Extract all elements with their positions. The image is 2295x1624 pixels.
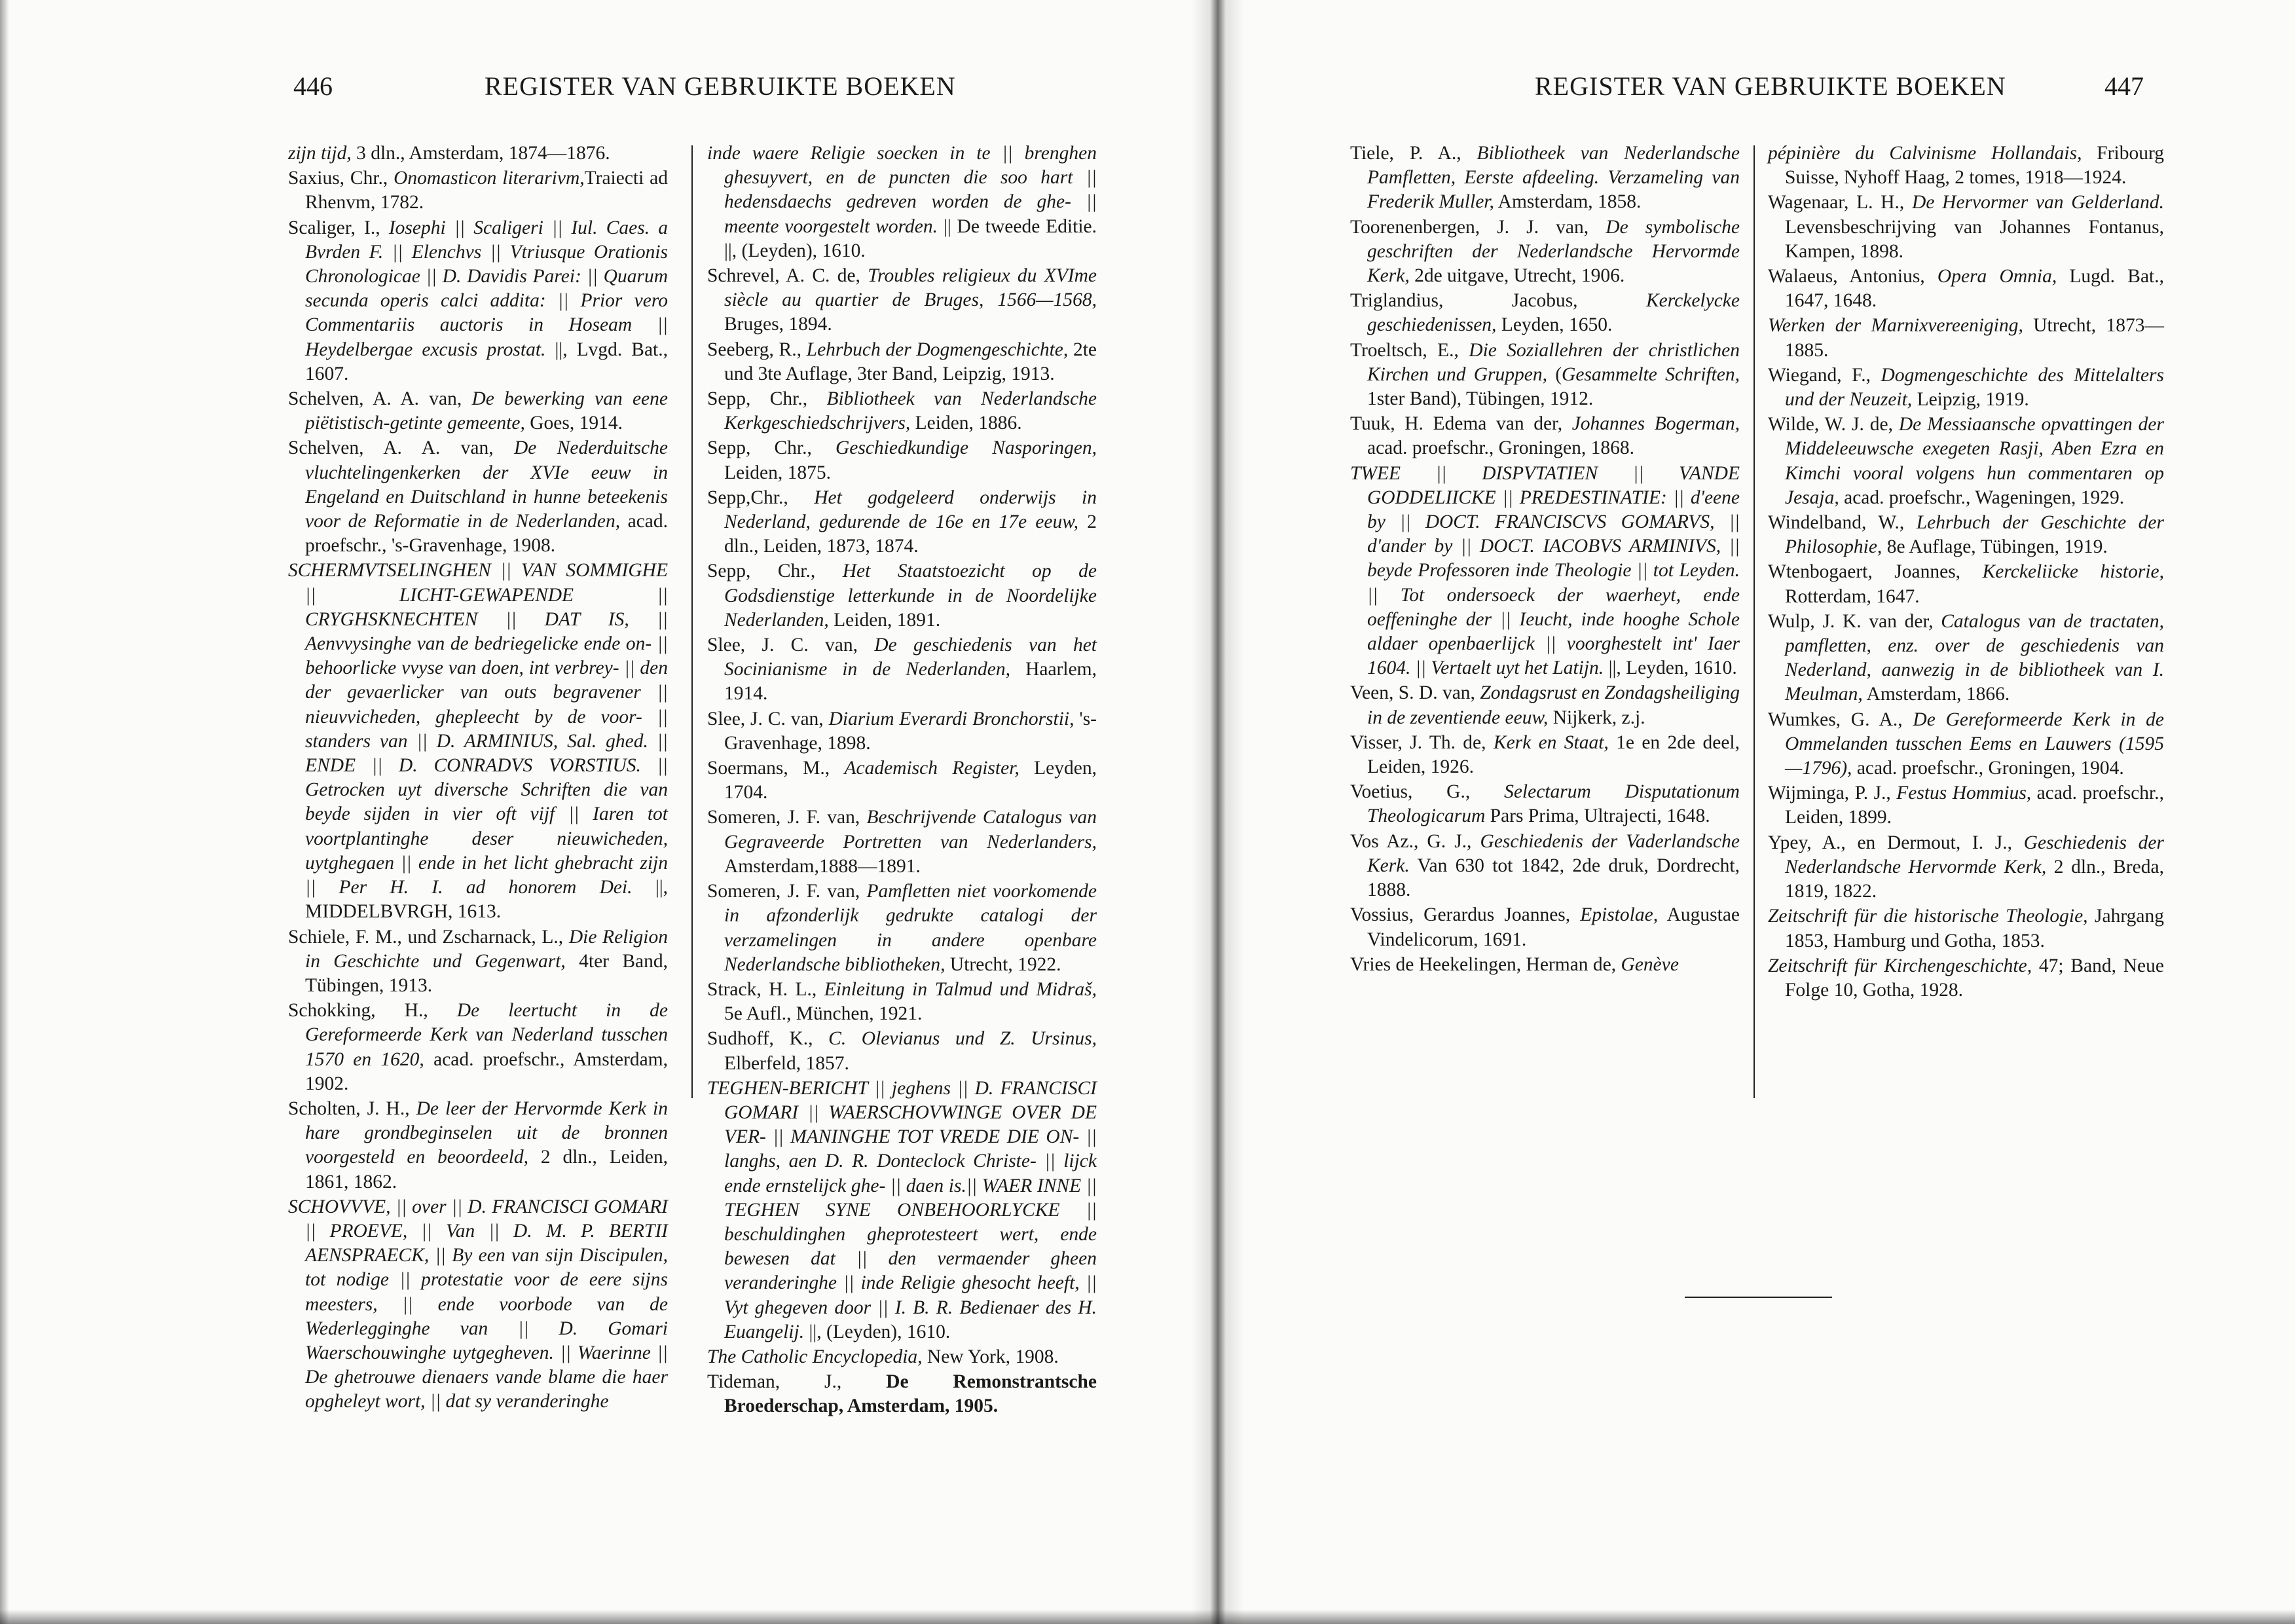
register-entry-text: Bibliotheek van Nederlandsche Pamfletten, Eerste afdeeling. Verzameling van Frederik Muller, [1367, 143, 1740, 213]
register-entry-text: De Remonstrantsche Broederschap, [724, 1371, 1097, 1417]
register-entry-text: Geschiedenis der Vaderlandsche Kerk. [1367, 830, 1740, 876]
register-entry-text: acad. proefschr., 's-Gravenhage, 1908. [305, 511, 669, 557]
register-entry-text: De Gereformeerde Kerk in de Ommelanden tusschen Eems en Lauwers (1595—1796), [1785, 709, 2164, 779]
right-page-column-1 [1350, 141, 1740, 978]
register-entry-text: Troubles religieux du XVIme siècle au quartier de Bruges, 1566—1568, [724, 265, 1097, 311]
register-entry [707, 707, 1097, 756]
register-entry [707, 436, 1097, 485]
right-page-number: 447 [2104, 71, 2144, 101]
register-entry-text: Amsterdam,1888—1891. [724, 855, 921, 877]
register-entry-text: TWEE || DISPVTATIEN || VANDE GODDELIICKE || PREDESTINATIE: || d'eene by || DOCT. FRANCISCVS GOMARVS, || d'ander by || DOCT. IACOBVS ARMINIVS, || beyde Professoren inde Theologie || tot Leyden. || Tot ondersoeck der waerheyt, ende oeffeninghe der || Ieucht, inde hooghe Schole aldaer openbaerlijck || voorghestelt int' Iaer 1604. || Vertaelt uyt het Latijn. [1350, 462, 1740, 679]
left-page-column-2 [707, 141, 1097, 1420]
register-entry-text: SCHERMVTSELINGHEN || VAN SOMMIGHE || LICHT-GEWAPENDE || CRYGHSKNECHTEN || DAT IS, || Aenvvysinghe van de bedriegelicke ende on- || behoorlicke vvyse van doen, int verbrey- || den der gevaerlicker van outs begravener || nieuvvicheden, ghepleecht by de voor- || standers van || D. ARMINIUS, Sal. ghed. || ENDE || D. CONRADVS VORSTIUS. || Getrocken uyt diversche Schriften die van beyde sijden in vier oft vijf || Iaren tot voortplantinghe deser nieuwicheden, uytghegaen || ende in het licht ghebracht zijn || Per H. I. ad honorem Dei. [288, 560, 668, 898]
register-entry-text: Onomasticon literarivm, [394, 168, 585, 189]
register-entry-text: || De tweede Editie. ||, (Leyden), 1610. [724, 215, 1097, 261]
register-entry [1768, 511, 2164, 559]
register-entry-text: Sepp, Chr., [707, 437, 835, 459]
right-page-column-2 [1768, 141, 2164, 1003]
right-running-head: REGISTER VAN GEBRUIKTE BOEKEN [1535, 71, 2006, 101]
register-entry-text: Sudhoff, K., [707, 1028, 829, 1050]
register-entry-text: Someren, J. F. van, [707, 807, 867, 828]
register-entry-text: Seeberg, R., [707, 339, 807, 360]
register-entry-text: Wtenbogaert, Joannes, [1768, 561, 1983, 583]
register-entry-text: Einleitung in Talmud und Midraš, [824, 978, 1097, 1000]
register-entry-text: ||, Lvgd. Bat., 1607. [305, 339, 668, 384]
register-entry-text: Festus Hommius, [1896, 783, 2032, 804]
register-entry-text: Elberfeld, 1857. [724, 1052, 849, 1074]
register-entry-text: 47; Band, Neue Folge 10, Gotha, 1928. [1785, 955, 2164, 1001]
register-entry-text: Academisch Register, [844, 758, 1019, 779]
register-entry-text: Tideman, J., [707, 1371, 887, 1393]
register-entry-text: 2 dln., Breda, 1819, 1822. [1785, 856, 2164, 902]
register-entry-text: Veen, S. D. van, [1350, 682, 1480, 704]
register-entry [1768, 610, 2164, 707]
register-entry-text: acad. proefschr., Leiden, 1899. [1785, 783, 2164, 828]
register-entry-text: Schelven, A. A. van, [288, 388, 472, 410]
register-entry-text: ( [1547, 363, 1562, 385]
register-entry-text: Walaeus, Antonius, [1768, 266, 1937, 287]
register-entry-text: acad. proefschr., Amsterdam, 1902. [305, 1048, 668, 1094]
register-entry [1350, 289, 1740, 337]
register-entry-text: Leipzig, 1919. [1912, 389, 2029, 411]
register-entry-text: Amsterdam, 1866. [1862, 684, 2010, 705]
register-entry-text: Visser, J. Th. de, [1350, 731, 1494, 753]
register-entry [707, 338, 1097, 386]
register-entry-text: Wagenaar, L. H., [1768, 192, 1913, 213]
register-entry-text: Zeitschrift für die historische Theologie, [1768, 906, 2088, 927]
register-entry [707, 1345, 1097, 1369]
register-entry-text: Slee, J. C. van, [707, 708, 829, 729]
register-entry-text: acad. proefschr., Groningen, 1868. [1367, 437, 1634, 459]
register-entry-text: ||, MIDDELBVRGH, 1613. [305, 877, 668, 923]
register-entry-text: Zeitschrift für Kirchengeschichte, [1768, 955, 2032, 976]
register-entry-text: Wiegand, F., [1768, 364, 1881, 386]
register-entry-text: Pars Prima, Ultrajecti, 1648. [1485, 805, 1710, 827]
register-entry-text: Schelven, A. A. van, [288, 437, 514, 459]
register-entry-text: SCHOVVVE, || over || D. FRANCISCI GOMARI || PROEVE, || Van || D. M. P. BERTII AENSPRAECK, || By een van sijn Discipulen, tot nodige || protestatie voor de eere sijns meesters, || ende voorbode van de Wederlegginghe van || D. Gomari Waerschouwinghe uytgegheven. || Waerinne || De ghetrouwe dienaers vande blame die haer opgheleyt wort, || dat sy veranderinghe [288, 1196, 668, 1412]
register-entry-text: Het Staatstoezicht op de Godsdienstige letterkunde in de Noordelijke Nederlanden, [724, 561, 1097, 631]
register-entry-text: Amsterdam, 1858. [1494, 191, 1642, 213]
register-entry-text: Iosephi || Scaligeri || Iul. Caes. a Bvrden F. || Elenchvs || Vtriusque Orationis Chronologicae || D. Davidis Parei: || Quarum secunda operis calci addita: || Prior vero Commentariis auctoris in Hoseam || Heydelbergae excusis prostat. [305, 217, 669, 360]
register-entry [707, 805, 1097, 879]
register-entry-text: Dogmengeschichte des Mittelalters und der Neuzeit, [1785, 364, 2165, 411]
register-entry-text: Someren, J. F. van, [707, 881, 867, 902]
register-entry [707, 978, 1097, 1026]
register-entry-text: Fribourg Suisse, Nyhoff Haag, 2 tomes, 1918—1924. [1785, 143, 2164, 189]
register-entry [1768, 191, 2164, 264]
register-entry-text: Zondagsrust en Zondagsheiliging in de zeventiende eeuw, [1367, 682, 1740, 728]
register-entry [288, 436, 668, 558]
register-entry-text: 3 dln., Amsterdam, 1874—1876. [351, 143, 610, 164]
register-entry [1350, 339, 1740, 412]
register-entry [1350, 412, 1740, 460]
register-entry-text: New York, 1908. [922, 1346, 1059, 1367]
register-entry-text: Vries de Heekelingen, Herman de, [1350, 953, 1621, 975]
page-edge-shadow [0, 0, 9, 1624]
page-bottom-shadow [0, 1610, 2295, 1624]
register-entry-text: Kerckeliicke historie, [1982, 561, 2164, 583]
register-entry-text: 2te und 3te Auflage, 3ter Band, Leipzig, 1913. [724, 339, 1097, 384]
register-entry-text: Leyden, 1704. [724, 758, 1097, 803]
left-running-head: REGISTER VAN GEBRUIKTE BOEKEN [485, 71, 956, 101]
register-entry [707, 387, 1097, 435]
register-entry-text: The Catholic Encyclopedia, [707, 1346, 923, 1367]
register-entry-text: Slee, J. C. van, [707, 635, 875, 656]
register-entry-text: acad. proefschr., Groningen, 1904. [1852, 758, 2124, 779]
register-entry-text: Gesammelte Schriften, [1562, 363, 1740, 385]
column-divider [1753, 145, 1755, 1098]
register-entry-text: Strack, H. L., [707, 978, 824, 1000]
register-entry-text: Troeltsch, E., [1350, 339, 1469, 361]
right-page [1219, 0, 2295, 1624]
register-entry-text: 8e Auflage, Tübingen, 1919. [1882, 536, 2108, 558]
register-entry [1350, 830, 1740, 903]
register-entry [1350, 462, 1740, 681]
register-entry [288, 559, 668, 924]
register-entry-text: Opera Omnia, [1937, 266, 2057, 287]
register-entry-text: Epistolae, [1580, 904, 1659, 926]
register-entry-text: Bibliotheek van Nederlandsche Kerkgeschiedschrijvers, [724, 388, 1097, 434]
register-entry-text: Leiden, 1891. [828, 609, 941, 631]
register-entry-text: Kerk en Staat, [1493, 731, 1609, 753]
register-entry-text: De leer der Hervormde Kerk in hare grondbeginselen uit de bronnen voorgesteld en beoordeeld, [305, 1098, 668, 1168]
register-entry-text: 's-Gravenhage, 1898. [724, 708, 1097, 754]
register-entry [707, 1077, 1097, 1344]
register-entry-text: Amsterdam, 1905. [843, 1395, 999, 1417]
register-entry-text: acad. proefschr., Wageningen, 1929. [1839, 487, 2125, 508]
register-entry-text: 2 dln., Leiden, 1861, 1862. [305, 1147, 668, 1192]
register-entry-text: Traiecti ad Rhenvm, 1782. [305, 168, 668, 213]
register-entry-text: De Hervormer van Gelderland. [1912, 192, 2165, 213]
register-entry-text: Die Soziallehren der christlichen Kirchen und Gruppen, [1367, 339, 1740, 385]
register-entry-text: Wijminga, P. J., [1768, 783, 1897, 804]
register-entry [1768, 363, 2164, 412]
register-entry-text: Scholten, J. H., [288, 1098, 416, 1119]
register-entry-text: Tuuk, H. Edema van der, [1350, 413, 1572, 435]
register-entry [1350, 903, 1740, 951]
register-entry-text: Toorenenbergen, J. J. van, [1350, 216, 1606, 238]
register-entry-text: Bruges, 1894. [724, 314, 832, 335]
register-entry-text: Van 630 tot 1842, 2de druk, Dordrecht, 1888. [1367, 855, 1740, 901]
register-entry-text: Utrecht, 1922. [945, 953, 1061, 975]
register-entry-text: Leyden, 1650. [1496, 314, 1613, 336]
register-entry-text: Utrecht, 1873—1885. [1785, 315, 2164, 361]
register-entry-text: Johannes Bogerman, [1571, 413, 1740, 435]
register-entry-text: Triglandius, Jacobus, [1350, 290, 1646, 312]
book-gutter [1192, 0, 1244, 1624]
register-entry-text: Kerckelycke geschiedenissen, [1367, 290, 1740, 336]
register-entry-text: De bewerking van eene piëtistisch-getinte gemeente, [305, 388, 668, 434]
register-entry [1768, 781, 2164, 830]
register-entry-text: zijn tijd, [288, 143, 352, 164]
register-entry-text: Goes, 1914. [524, 413, 623, 434]
register-entry-text: Schiele, F. M., und Zscharnack, L., [288, 926, 569, 948]
register-entry [1350, 731, 1740, 779]
register-entry [707, 264, 1097, 337]
register-entry [1350, 215, 1740, 289]
register-entry [707, 141, 1097, 263]
register-entry-text: Levensbeschrijving van Johannes Fontanus, Kampen, 1898. [1785, 216, 2164, 262]
register-entry-text: Haarlem, 1914. [724, 659, 1097, 705]
register-entry-text: Nijkerk, z.j. [1548, 707, 1645, 728]
register-entry [1768, 314, 2164, 362]
register-entry-text: 4ter Band, Tübingen, 1913. [305, 950, 668, 996]
register-entry [288, 166, 668, 215]
register-entry [1768, 831, 2164, 904]
register-entry [288, 925, 668, 999]
register-entry-text: Genève [1621, 953, 1679, 975]
register-entry-text: Het godgeleerd onderwijs in Nederland, gedurende de 16e en 17e eeuw, [724, 487, 1097, 533]
register-entry-text: Wumkes, G. A., [1768, 709, 1913, 730]
register-entry-text: De Nederduitsche vluchtelingenkerken der XVIe eeuw in Engeland en Duitschland in hunne beteekenis voor de Reformatie in de Nederlanden, [305, 437, 668, 532]
register-entry-text: De symbolische geschriften der Nederlandsche Hervormde Kerk, [1367, 216, 1740, 287]
register-entry [1768, 141, 2164, 190]
register-entry-text: Vos Az., G. J., [1350, 830, 1480, 852]
register-entry-text: pépinière du Calvinisme Hollandais, [1768, 143, 2082, 164]
register-entry [1350, 953, 1740, 977]
register-entry [707, 486, 1097, 559]
register-entry-text: Werken der Marnixvereeniging, [1768, 315, 2023, 337]
register-entry [707, 879, 1097, 977]
register-entry [707, 1370, 1097, 1418]
register-entry-text: Wulp, J. K. van der, [1768, 610, 1941, 632]
register-entry [707, 1027, 1097, 1075]
register-entry [1768, 560, 2164, 608]
register-entry-text: Leiden, 1875. [724, 462, 832, 483]
register-entry-text: C. Olevianus und Z. Ursinus, [828, 1028, 1097, 1050]
register-entry [1350, 141, 1740, 215]
left-page-column-1 [288, 141, 668, 1415]
register-entry [288, 999, 668, 1096]
register-entry-text: Augustae Vindelicorum, 1691. [1367, 904, 1740, 950]
register-entry-text: Wilde, W. J. de, [1768, 414, 1899, 435]
register-entry-text: Selectarum Disputationum Theologicarum [1367, 781, 1740, 827]
register-entry-text: Vossius, Gerardus Joannes, [1350, 904, 1581, 926]
register-entry-text: Windelband, W., [1768, 512, 1917, 534]
register-entry-text: ||, (Leyden), 1610. [804, 1321, 951, 1342]
register-entry-text: De geschiedenis van het Socinianisme in de Nederlanden, [724, 635, 1097, 680]
register-entry-text: inde waere Religie soecken in te || brenghen ghesuyvert, en de puncten die soo hart || hedensdaechs gedreven worden de ghe- || meente voorgestelt worden. [707, 143, 1097, 237]
register-entry-text: Beschrijvende Catalogus van Gegraveerde Portretten van Nederlanders, [724, 807, 1097, 853]
register-entry-text: 2 dln., Leiden, 1873, 1874. [724, 511, 1097, 557]
register-entry [1350, 681, 1740, 729]
register-entry-text: Ypey, A., en Dermout, I. J., [1768, 832, 2024, 853]
register-entry [1768, 904, 2164, 953]
register-entry [288, 1097, 668, 1194]
register-entry-text: Geschiedkundige Nasporingen, [835, 437, 1097, 459]
register-entry [707, 633, 1097, 707]
register-entry-text: 1ster Band), Tübingen, 1912. [1367, 388, 1594, 410]
register-entry-text: ||, Leyden, 1610. [1604, 657, 1737, 679]
register-entry-text: Diarium Everardi Bronchorstii, [828, 708, 1074, 729]
register-entry [1350, 780, 1740, 828]
left-page-number: 446 [293, 71, 333, 101]
column-divider [691, 145, 693, 1098]
register-entry-text: Schokking, H., [288, 1000, 457, 1022]
register-entry-text: 5e Aufl., München, 1921. [724, 1003, 923, 1025]
register-entry-text: Pamfletten niet voorkomende in afzonderlijk gedrukte catalogi der verzamelingen in andere openbare Nederlandsche bibliotheken, [724, 881, 1097, 975]
register-entry-text: Schrevel, A. C. de, [707, 265, 868, 287]
register-entry [288, 387, 668, 435]
register-entry-text: Tiele, P. A., [1350, 143, 1477, 164]
register-entry-text: Sepp, Chr., [707, 388, 827, 410]
register-entry-text: Scaliger, I., [288, 217, 389, 238]
register-entry [288, 141, 668, 166]
register-entry-text: Jahrgang 1853, Hamburg und Gotha, 1853. [1785, 906, 2164, 951]
register-entry-text: Die Religion in Geschichte und Gegenwart, [305, 926, 669, 972]
register-entry-text: Saxius, Chr., [288, 168, 394, 189]
register-entry-text: Sepp,Chr., [707, 487, 815, 508]
register-entry [1768, 954, 2164, 1003]
register-entry-text: TEGHEN-BERICHT || jeghens || D. FRANCISCI GOMARI || WAERSCHOVWINGE OVER DE VER- || MANINGHE TOT VREDE DIE ON- || langhs, aen D. R. Donteclock Christe- || lijck ende ernstelijck ghe- || daen is.|| WAER INNE || TEGHEN SYNE ONBEHOORLYCKE || beschuldinghen gheprotesteert wert, ende bewesen dat || den vermaender gheen veranderinghe || inde Religie ghesocht heeft, || Vyt ghegeven door || I. B. R. Bedienaer des H. Euangelij. [707, 1077, 1097, 1342]
register-entry-text: Rotterdam, 1647. [1785, 585, 1920, 607]
end-of-register-rule [1685, 1297, 1832, 1298]
register-entry-text: Voetius, G., [1350, 781, 1505, 803]
register-entry-text: Lehrbuch der Geschichte der Philosophie, [1785, 512, 2164, 558]
register-entry-text: Catalogus van de tractaten, pamfletten, enz. over de geschiedenis van Nederland, aanwezig in de bibliotheek van I. Meulman, [1785, 610, 2164, 705]
register-entry-text: De leertucht in de Gereformeerde Kerk van Nederland tusschen 1570 en 1620, [305, 1000, 668, 1070]
register-entry-text: Geschiedenis der Nederlandsche Hervormde Kerk, [1785, 832, 2164, 877]
register-entry [1768, 708, 2164, 781]
register-entry-text: Lehrbuch der Dogmengeschichte, [806, 339, 1069, 360]
register-entry-text: Leiden, 1886. [910, 413, 1022, 434]
register-entry-text: De Messiaansche opvattingen der Middeleeuwsche exegeten Rasji, Aben Ezra en Kimchi vooral volgens hun commentaren op Jesaja, [1785, 414, 2164, 508]
register-entry [1768, 265, 2164, 313]
register-entry [707, 559, 1097, 633]
register-entry-text: 1e en 2de deel, Leiden, 1926. [1367, 731, 1740, 778]
register-entry [707, 756, 1097, 805]
register-entry [288, 1195, 668, 1414]
register-entry [1768, 413, 2164, 510]
register-entry-text: 2de uitgave, Utrecht, 1906. [1409, 265, 1625, 287]
register-entry-text: Sepp, Chr., [707, 561, 843, 582]
register-entry-text: Lugd. Bat., 1647, 1648. [1785, 266, 2164, 312]
register-entry [288, 216, 668, 386]
register-entry-text: Soermans, M., [707, 758, 845, 779]
